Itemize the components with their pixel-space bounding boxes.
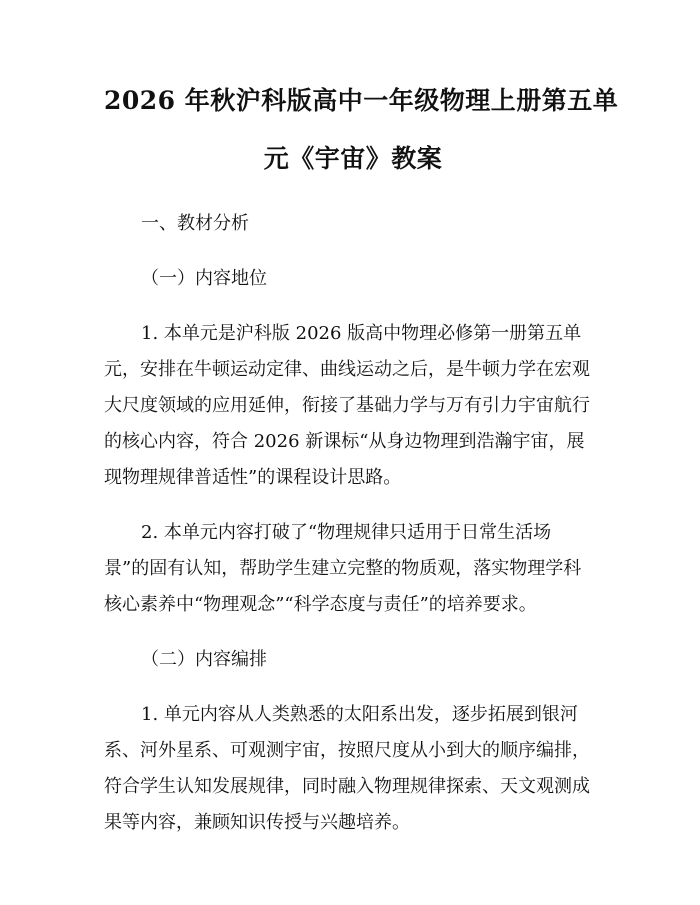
paragraph-line: 1. 本单元是沪科版 2026 版高中物理必修第一册第五单 xyxy=(141,323,582,344)
paragraph-line: 系、河外星系、可观测宇宙，按照尺度从小到大的顺序编排， xyxy=(104,740,590,761)
title-line-1: 2026 年秋沪科版高中一年级物理上册第五单 xyxy=(104,86,619,115)
subsection-heading-content-position: （一）内容地位 xyxy=(141,268,267,289)
paragraph-line: 现物理规律普适性”的课程设计思路。 xyxy=(104,467,402,488)
paragraph-line: 果等内容，兼顾知识传授与兴趣培养。 xyxy=(104,812,410,833)
paragraph-line: 符合学生认知发展规律，同时融入物理规律探索、天文观测成 xyxy=(104,776,590,797)
paragraph-line: 1. 单元内容从人类熟悉的太阳系出发，逐步拓展到银河 xyxy=(141,704,578,725)
paragraph-content-arrangement-1 xyxy=(104,697,602,841)
paragraph-line: 核心素养中“物理观念”“科学态度与责任”的培养要求。 xyxy=(104,594,537,615)
subsection-heading-content-arrangement: （二）内容编排 xyxy=(141,649,267,670)
document-title xyxy=(104,78,619,181)
paragraph-content-position-1 xyxy=(104,316,602,496)
section-heading-textbook-analysis: 一、教材分析 xyxy=(141,213,249,234)
title-line-2: 元《宇宙》教案 xyxy=(263,144,443,173)
paragraph-line: 的核心内容，符合 2026 新课标“从身边物理到浩瀚宇宙，展 xyxy=(104,431,585,452)
paragraph-content-position-2 xyxy=(104,515,602,623)
paragraph-line: 2. 本单元内容打破了“物理规律只适用于日常生活场 xyxy=(141,522,552,543)
document-body xyxy=(104,206,602,841)
paragraph-line: 元，安排在牛顿运动定律、曲线运动之后，是牛顿力学在宏观 xyxy=(104,359,590,380)
paragraph-line: 大尺度领域的应用延伸，衔接了基础力学与万有引力宇宙航行 xyxy=(104,395,590,416)
paragraph-line: 景”的固有认知，帮助学生建立完整的物质观，落实物理学科 xyxy=(104,558,582,579)
